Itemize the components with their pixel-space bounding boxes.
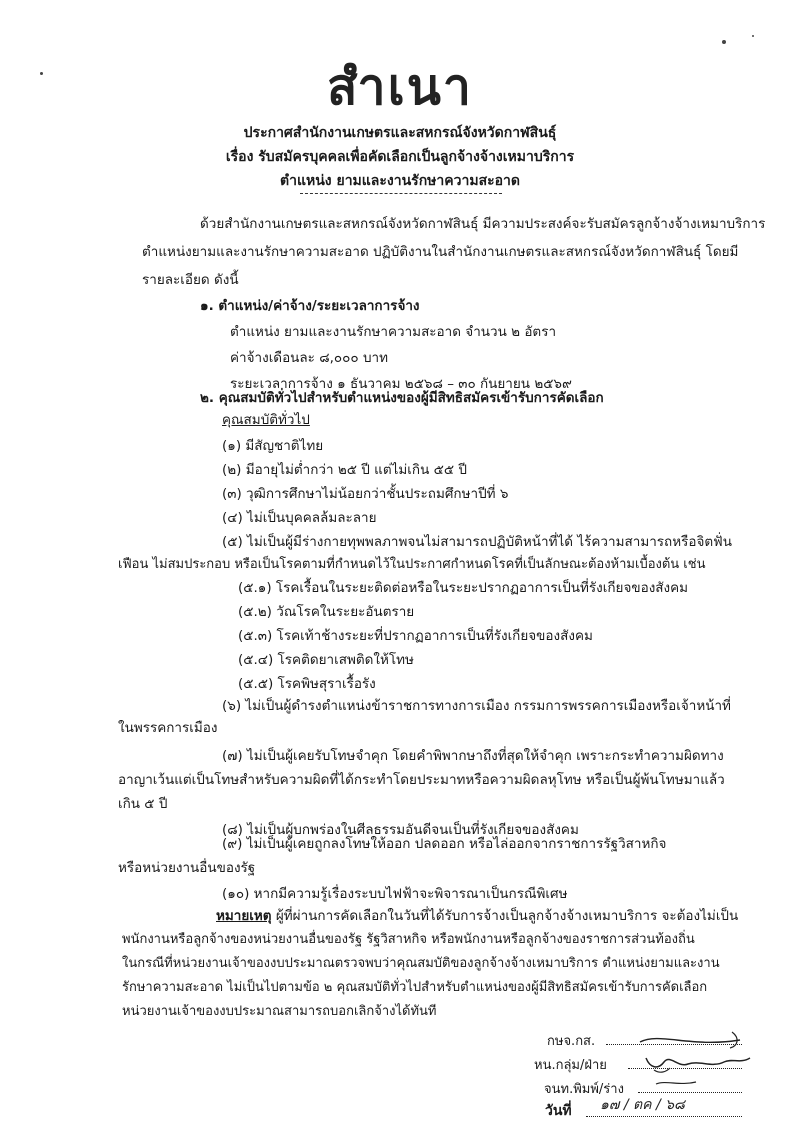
- disease-item: (๕.๓) โรคเท้าช้างระยะที่ปรากฏอาการเป็นที่รังเกียจของสังคม: [238, 628, 593, 644]
- section2-subheading: คุณสมบัติทั่วไป: [222, 412, 310, 428]
- section1-line: ค่าจ้างเดือนละ ๘,๐๐๐ บาท: [230, 350, 388, 366]
- initial-stroke: [640, 1039, 740, 1043]
- qualification-item: (๒) มีอายุไม่ต่ำกว่า ๒๕ ปี แต่ไม่เกิน ๕๕ ปี: [222, 462, 467, 478]
- qualification-item-cont: ในพรรคการเมือง: [118, 720, 218, 736]
- announcement-subject: เรื่อง รับสมัครบุคคลเพื่อคัดเลือกเป็นลูกจ้างจ้างเหมาบริการ: [225, 149, 575, 165]
- divider-line: [300, 193, 502, 194]
- note-label: หมายเหตุ: [216, 908, 272, 924]
- intro-line: รายละเอียด ดังนี้: [142, 272, 239, 288]
- intro-line: ด้วยสำนักงานเกษตรและสหกรณ์จังหวัดกาฬสินธุ์ มีความประสงค์จะรับสมัครลูกจ้างจ้างเหมาบริการ: [200, 216, 766, 232]
- signoff-label: หน.กลุ่ม/ฝ่าย: [534, 1058, 607, 1073]
- note-text: ผู้ที่ผ่านการคัดเลือกในวันที่ได้รับการจ้างเป็นลูกจ้างจ้างเหมาบริการ จะต้องไม่เป็น: [271, 908, 739, 924]
- section1-line: ระยะเวลาการจ้าง ๑ ธันวาคม ๒๕๖๘ – ๓๐ กันยายน ๒๕๖๙: [230, 376, 572, 392]
- section1-heading: ๑. ตำแหน่ง/ค่าจ้าง/ระยะเวลาการจ้าง: [200, 298, 420, 314]
- signoff-label: กษจ.กส.: [547, 1034, 596, 1049]
- announcement-position: ตำแหน่ง ยามและงานรักษาความสะอาด: [280, 173, 520, 189]
- disease-item: (๕.๕) โรคพิษสุราเรื้อรัง: [238, 676, 376, 692]
- initial-stroke: [656, 1082, 696, 1084]
- handwritten-signatures: [600, 1024, 760, 1124]
- qualification-item: (๙) ไม่เป็นผู้เคยถูกลงโทษให้ออก ปลดออก หรือไล่ออกจากราชการรัฐวิสาหกิจ: [222, 836, 667, 852]
- disease-item: (๕.๒) วัณโรคในระยะอันตราย: [238, 604, 415, 620]
- scan-speck: [722, 40, 726, 44]
- handwritten-date: ๑๗ / ตค / ๖๘: [600, 1097, 685, 1113]
- note-line: รักษาความสะอาด ไม่เป็นไปตามข้อ ๒ คุณสมบัติทั่วไปสำหรับตำแหน่งของผู้มีสิทธิสมัครเข้ารับการคัดเลือก: [122, 980, 708, 995]
- signoff-label: จนท.พิมพ์/ร่าง: [544, 1082, 624, 1097]
- qualification-item-cont: เกิน ๕ ปี: [118, 796, 168, 812]
- signoff-label: วันที่: [545, 1103, 572, 1119]
- note-line: หน่วยงานเจ้าของงบประมาณสามารถบอกเลิกจ้างได้ทันที: [122, 1004, 437, 1019]
- announcement-title: ประกาศสำนักงานเกษตรและสหกรณ์จังหวัดกาฬสินธุ์: [243, 125, 557, 141]
- disease-item: (๕.๔) โรคติดยาเสพติดให้โทษ: [238, 652, 414, 668]
- qualification-item-cont: เฟือน ไม่สมประกอบ หรือเป็นโรคตามที่กำหนดไว้ในประกาศกำหนดโรคที่เป็นลักษณะต้องห้ามเบื้องต้น เช่น: [118, 557, 706, 572]
- note-line: พนักงานหรือลูกจ้างของหน่วยงานอื่นของรัฐ รัฐวิสาหกิจ หรือพนักงานหรือลูกจ้างของราชการส่วนท้องถิ่น: [122, 932, 695, 947]
- qualification-item: (๑๐) หากมีความรู้เรื่องระบบไฟฟ้าจะพิจารณาเป็นกรณีพิเศษ: [222, 886, 568, 902]
- qualification-item-cont: อาญาเว้นแต่เป็นโทษสำหรับความผิดที่ได้กระทำโดยประมาทหรือความผิดลหุโทษ หรือเป็นผู้พ้นโทษมาแล้ว: [118, 772, 725, 788]
- qualification-item: (๑) มีสัญชาติไทย: [222, 438, 324, 454]
- note-first-line: [216, 904, 738, 926]
- qualification-item-cont: หรือหน่วยงานอื่นของรัฐ: [118, 860, 256, 876]
- qualification-item: (๗) ไม่เป็นผู้เคยรับโทษจำคุก โดยคำพิพากษาถึงที่สุดให้จำคุก เพราะกระทำความผิดทาง: [222, 748, 724, 764]
- copy-stamp: สำเนา: [327, 58, 473, 116]
- qualification-item: (๘) ไม่เป็นผู้บกพร่องในศีลธรรมอันดีจนเป็นที่รังเกียจของสังคม: [222, 822, 579, 838]
- section1-line: ตำแหน่ง ยามและงานรักษาความสะอาด จำนวน ๒ อัตรา: [230, 324, 557, 340]
- signature-stroke: [654, 1068, 670, 1072]
- scan-speck: [752, 35, 754, 37]
- note-line: ในกรณีที่หน่วยงานเจ้าของงบประมาณตรวจพบว่าคุณสมบัติของลูกจ้างจ้างเหมาบริการ ตำแหน่งยามและงาน: [122, 956, 720, 971]
- disease-item: (๕.๑) โรคเรื้อนในระยะติดต่อหรือในระยะปรากฏอาการเป็นที่รังเกียจของสังคม: [238, 580, 689, 596]
- section2-heading: ๒. คุณสมบัติทั่วไปสำหรับตำแหน่งของผู้มีสิทธิสมัครเข้ารับการคัดเลือก: [200, 390, 604, 406]
- signature-stroke: [646, 1058, 750, 1067]
- qualification-item: (๓) วุฒิการศึกษาไม่น้อยกว่าชั้นประถมศึกษาปีที่ ๖: [222, 486, 509, 502]
- qualification-item: (๖) ไม่เป็นผู้ดำรงตำแหน่งข้าราชการทางการเมือง กรรมการพรรคการเมืองหรือเจ้าหน้าที่: [222, 698, 731, 714]
- intro-line: ตำแหน่งยามและงานรักษาความสะอาด ปฏิบัติงานในสำนักงานเกษตรและสหกรณ์จังหวัดกาฬสินธุ์ โดยมี: [142, 244, 739, 260]
- qualification-item: (๕) ไม่เป็นผู้มีร่างกายทุพพลภาพจนไม่สามารถปฏิบัติหน้าที่ได้ ไร้ความสามารถหรือจิตฟั่น: [222, 534, 732, 550]
- qualification-item: (๔) ไม่เป็นบุคคลล้มละลาย: [222, 510, 377, 526]
